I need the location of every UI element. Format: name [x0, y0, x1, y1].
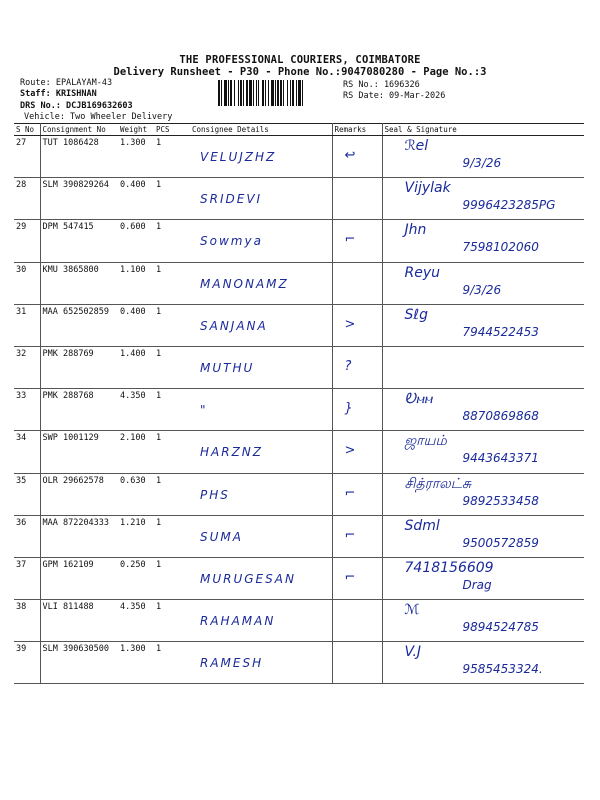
consignee-name: PHS	[200, 487, 230, 502]
consignee-name: "	[200, 403, 208, 418]
vehicle-label: Vehicle: Two Wheeler Delivery	[24, 112, 173, 122]
table-row	[14, 600, 584, 642]
row-pcs-cell: 1	[154, 262, 190, 304]
remark-mark: ⌐	[344, 232, 356, 248]
row-sno-cell: 33	[14, 389, 40, 431]
row-weight-cell: 1.210	[118, 515, 154, 557]
row-consignee-cell	[190, 136, 332, 178]
company-title: THE PROFESSIONAL COURIERS, COIMBATORE	[179, 54, 421, 66]
row-consignee-cell	[190, 600, 332, 642]
row-consignment-no-cell: TUT 1086428	[40, 136, 118, 178]
signature-scribble: Reyu	[404, 264, 440, 281]
row-consignment-no-cell: MAA 872204333	[40, 515, 118, 557]
runsheet-table	[14, 123, 584, 684]
row-remarks-cell	[332, 178, 382, 220]
row-weight-cell: 0.600	[118, 220, 154, 262]
row-consignee-cell	[190, 304, 332, 346]
row-sno-cell: 38	[14, 600, 40, 642]
row-remarks-cell	[332, 642, 382, 684]
row-weight-cell: 1.300	[118, 642, 154, 684]
row-remarks-cell	[332, 304, 382, 346]
row-pcs-cell: 1	[154, 431, 190, 473]
table-row	[14, 136, 584, 178]
row-consignment-no-cell: VLI 811488	[40, 600, 118, 642]
table-row	[14, 642, 584, 684]
row-remarks-cell	[332, 515, 382, 557]
row-signature-cell	[382, 473, 584, 515]
consignee-name: RAHAMAN	[200, 614, 276, 629]
signature-scribble: Jhn	[404, 222, 427, 239]
signature-phone: 7944522453	[462, 324, 539, 339]
consignee-name: VELUJZHZ	[200, 150, 277, 164]
row-signature-cell	[382, 262, 584, 304]
signature-scribble: Sℓg	[404, 306, 429, 323]
row-sno-cell: 37	[14, 557, 40, 599]
row-pcs-cell: 1	[154, 178, 190, 220]
row-remarks-cell	[332, 473, 382, 515]
signature-scribble: Ꭷⲙⲙ	[404, 391, 433, 408]
row-consignment-no-cell: SLM 390630500	[40, 642, 118, 684]
row-consignee-cell	[190, 262, 332, 304]
col-pcs-header: PCS	[154, 124, 190, 136]
row-remarks-cell	[332, 600, 382, 642]
row-consignee-cell	[190, 178, 332, 220]
consignee-name: RAMESH	[200, 656, 264, 671]
row-signature-cell	[382, 220, 584, 262]
signature-scribble: Sdml	[404, 517, 440, 534]
signature-phone: 9/3/26	[462, 282, 502, 297]
rs-number: RS No.: 1696326	[343, 80, 420, 90]
row-pcs-cell: 1	[154, 557, 190, 599]
row-signature-cell	[382, 515, 584, 557]
consignee-name: SRIDEVI	[200, 192, 263, 207]
row-weight-cell: 1.300	[118, 136, 154, 178]
remark-mark: }	[344, 401, 353, 417]
signature-phone: 9894524785	[462, 620, 539, 635]
col-sno-header: S No	[14, 124, 40, 136]
consignee-name: HARZNZ	[200, 445, 263, 460]
remark-mark: ?	[344, 358, 352, 374]
signature-scribble: ஜாயம்	[404, 433, 447, 450]
route-label: Route: EPALAYAM-43	[20, 78, 113, 88]
signature-scribble: 7418156609	[404, 559, 494, 576]
table-row	[14, 304, 584, 346]
row-sno-cell: 31	[14, 304, 40, 346]
row-consignee-cell	[190, 431, 332, 473]
signature-scribble: Vijylak	[404, 180, 451, 197]
row-weight-cell: 0.400	[118, 304, 154, 346]
row-pcs-cell: 1	[154, 642, 190, 684]
row-pcs-cell: 1	[154, 136, 190, 178]
runsheet-subtitle: Delivery Runsheet - P30 - Phone No.:9047080280 - Page No.:3	[113, 66, 487, 78]
row-consignment-no-cell: PMK 288768	[40, 389, 118, 431]
drs-number: DRS No.: DCJB169632603	[20, 101, 133, 111]
signature-scribble: V.J	[404, 644, 422, 661]
row-consignee-cell	[190, 642, 332, 684]
row-remarks-cell	[332, 389, 382, 431]
table-row	[14, 473, 584, 515]
remark-mark: ⌐	[344, 485, 356, 501]
signature-phone: 9585453324.	[462, 662, 543, 677]
col-remarks-header: Remarks	[332, 124, 382, 136]
row-weight-cell: 4.350	[118, 600, 154, 642]
remark-mark: >	[344, 316, 356, 332]
row-weight-cell: 1.400	[118, 346, 154, 388]
signature-phone: 9996423285PG	[462, 198, 556, 213]
signature-phone: 7598102060	[462, 240, 539, 255]
table-row	[14, 346, 584, 388]
row-signature-cell	[382, 346, 584, 388]
row-remarks-cell	[332, 557, 382, 599]
row-consignment-no-cell: KMU 3865800	[40, 262, 118, 304]
row-pcs-cell: 1	[154, 220, 190, 262]
row-sno-cell: 36	[14, 515, 40, 557]
remark-mark: ⌐	[344, 569, 356, 585]
remark-mark: ↩	[344, 148, 356, 163]
signature-phone: Drag	[462, 577, 492, 592]
signature-scribble: சித்ராலட்சு	[404, 475, 472, 492]
remark-mark: >	[344, 443, 356, 459]
staff-label: Staff: KRISHNAN	[20, 89, 97, 99]
row-consignment-no-cell: SLM 390829264	[40, 178, 118, 220]
table-row	[14, 431, 584, 473]
row-weight-cell: 0.630	[118, 473, 154, 515]
row-signature-cell	[382, 389, 584, 431]
row-remarks-cell	[332, 136, 382, 178]
col-weight-header: Weight	[118, 124, 154, 136]
remark-mark: ⌐	[344, 527, 356, 543]
signature-phone: 9443643371	[462, 451, 539, 466]
consignee-name: SANJANA	[200, 318, 268, 333]
row-weight-cell: 2.100	[118, 431, 154, 473]
row-remarks-cell	[332, 262, 382, 304]
row-sno-cell: 28	[14, 178, 40, 220]
signature-phone: 9500572859	[462, 535, 539, 550]
table-row	[14, 262, 584, 304]
row-weight-cell: 0.400	[118, 178, 154, 220]
table-row	[14, 178, 584, 220]
row-consignment-no-cell: DPM 547415	[40, 220, 118, 262]
table-row	[14, 557, 584, 599]
consignee-name: MURUGESAN	[200, 571, 296, 586]
row-consignment-no-cell: SWP 1001129	[40, 431, 118, 473]
row-consignment-no-cell: OLR 29662578	[40, 473, 118, 515]
row-consignee-cell	[190, 346, 332, 388]
row-consignment-no-cell: MAA 652502859	[40, 304, 118, 346]
row-weight-cell: 0.250	[118, 557, 154, 599]
signature-phone: 8870869868	[462, 409, 539, 424]
row-pcs-cell: 1	[154, 304, 190, 346]
col-consignee-header: Consignee Details	[190, 124, 332, 136]
row-sno-cell: 35	[14, 473, 40, 515]
row-sno-cell: 39	[14, 642, 40, 684]
row-sno-cell: 30	[14, 262, 40, 304]
row-consignment-no-cell: GPM 162109	[40, 557, 118, 599]
row-sno-cell: 27	[14, 136, 40, 178]
table-row	[14, 515, 584, 557]
rs-date: RS Date: 09-Mar-2026	[343, 91, 446, 101]
consignee-name: MUTHU	[200, 360, 255, 375]
row-signature-cell	[382, 642, 584, 684]
row-weight-cell: 1.100	[118, 262, 154, 304]
row-consignee-cell	[190, 220, 332, 262]
row-consignee-cell	[190, 389, 332, 431]
row-signature-cell	[382, 557, 584, 599]
row-consignment-no-cell: PMK 288769	[40, 346, 118, 388]
table-row	[14, 220, 584, 262]
row-sno-cell: 29	[14, 220, 40, 262]
consignee-name: Sowmya	[200, 234, 263, 249]
signature-scribble: ℛel	[404, 138, 429, 154]
row-signature-cell	[382, 600, 584, 642]
col-consignment-header: Consignment No	[40, 124, 118, 136]
row-pcs-cell: 1	[154, 473, 190, 515]
row-consignee-cell	[190, 473, 332, 515]
table-header-row	[14, 124, 584, 136]
consignee-name: MANONAMZ	[200, 276, 289, 291]
row-sno-cell: 34	[14, 431, 40, 473]
row-pcs-cell: 1	[154, 515, 190, 557]
signature-phone: 9/3/26	[462, 156, 502, 170]
row-consignee-cell	[190, 557, 332, 599]
signature-phone: 9892533458	[462, 493, 539, 508]
row-signature-cell	[382, 136, 584, 178]
row-signature-cell	[382, 304, 584, 346]
consignee-name: SUMA	[200, 529, 243, 544]
signature-scribble: ℳ	[404, 602, 420, 619]
barcode-image	[218, 80, 338, 106]
row-signature-cell	[382, 431, 584, 473]
table-row	[14, 389, 584, 431]
row-pcs-cell: 1	[154, 600, 190, 642]
col-seal-header: Seal & Signature	[382, 124, 584, 136]
row-consignee-cell	[190, 515, 332, 557]
row-pcs-cell: 1	[154, 389, 190, 431]
row-remarks-cell	[332, 346, 382, 388]
row-remarks-cell	[332, 220, 382, 262]
row-pcs-cell: 1	[154, 346, 190, 388]
row-weight-cell: 4.350	[118, 389, 154, 431]
row-remarks-cell	[332, 431, 382, 473]
row-sno-cell: 32	[14, 346, 40, 388]
row-signature-cell	[382, 178, 584, 220]
